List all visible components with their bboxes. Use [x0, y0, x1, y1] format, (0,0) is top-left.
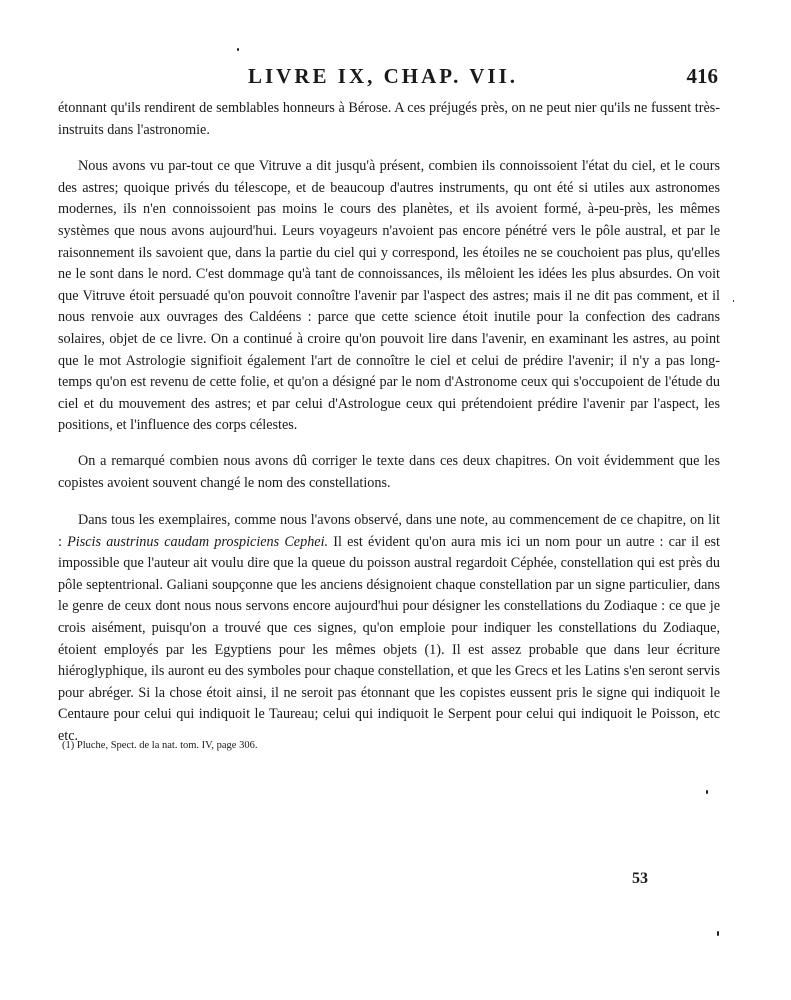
body-text	[58, 98, 720, 748]
ink-speck	[717, 931, 719, 936]
latin-quotation: Piscis austrinus caudam prospiciens Cephei.	[67, 533, 329, 550]
ink-speck	[733, 300, 734, 302]
paragraph-1: étonnant qu'ils rendirent de semblables honneurs à Bérose. A ces préjugés près, on ne peut nier qu'ils ne fussent très-instruits dans l'astronomie.	[58, 100, 720, 138]
footnote: (1) Pluche, Spect. de la nat. tom. IV, page 306.	[62, 740, 258, 751]
page-number: 416	[686, 64, 718, 88]
running-title: LIVRE IX, CHAP. VII.	[248, 64, 519, 88]
ink-speck	[706, 790, 708, 794]
paragraph-4-start: Dans tous les exemplaires, comme nous l'avons observé, dans une note, au commencement de ce chapitre, on lit :	[58, 512, 720, 550]
page-header	[248, 64, 718, 94]
paragraph-3: On a remarqué combien nous avons dû corriger le texte dans ces deux chapitres. On voit évidemment que les copistes avoient souvent changé le nom des constellations.	[58, 452, 720, 491]
paragraph-4	[58, 510, 720, 748]
paragraph-4-end: Il est évident qu'on aura mis ici un nom pour un autre : car il est impossible que l'auteur ait voulu dire que la queue du poisson austral regardoit Céphée, constellation qui est près du pôle septentrional. Galiani soupçonne que les anciens désignoient chaque constellation par un signe particulier, dans le genre de ceux dont nous nous servons encore aujourd'hui pour désigner les constellations du Zodiaque : ce que je crois aisément, puisqu'on a trouvé que ces signes, qu'on emploie pour indiquer les constellations du Zodiaque, étoient employés par les Egyptiens pour les mêmes objets (1). Il est assez probable que dans leur écriture hiéroglyphique, ils auront eu des symboles pour chaque constellation, et que les Grecs et les Latins s'en seront servis pour abréger. Si la chose étoit ainsi, il ne seroit pas étonnant que les copistes eussent pris le signe qui indiquoit le Centaure pour celui qui indiquoit le Taureau; celui qui indiquoit le Serpent pour celui qui indiquoit le Poisson, etc etc.	[58, 533, 720, 745]
ink-speck	[237, 48, 239, 51]
paragraph-2: Nous avons vu par-tout ce que Vitruve a dit jusqu'à présent, combien ils connoissoient l'état du ciel, et le cours des astres; quoique privés du télescope, et de beaucoup d'autres instruments, qu ont été si utiles aux astronomes modernes, ils n'en connoissoient pas moins le cours des planètes, et ils avoient formé, à-peu-près, les mêmes systèmes que nous avons aujourd'hui. Leurs voyageurs n'avoient pas encore pénétré vers le pôle austral, et par le raisonnement ils savoient que, dans la partie du ciel qui y correspond, les étoiles ne se couchoient pas plus, qu'elles ne le sont dans le nord. C'est dommage qu'à tant de connoissances, ils mêloient les idées les plus absurdes. On voit que Vitruve étoit persuadé qu'on pouvoit connoître l'avenir par l'aspect des astres; mais il ne dit pas comment, et il nous renvoie aux ouvrages des Caldéens : parce que cette science étoit inutile pour la confection des cadrans solaires, objet de ce livre. On a continué à croire qu'on pouvoit lire dans l'avenir, en examinant les astres, au point que le mot Astrologie signifioit également l'art de connoître le ciel et celui de prédire l'avenir; il n'y a pas long-temps qu'on est revenu de cette folie, et qu'on a désigné par le nom d'Astronome ceux qui s'occupoient de l'étude du ciel et du mouvement des astres; et par celui d'Astrologue ceux qui prétendoient prédire l'avenir par l'aspect, les positions, et l'influence des corps célestes.	[58, 158, 720, 434]
signature-mark: 53	[632, 870, 648, 887]
